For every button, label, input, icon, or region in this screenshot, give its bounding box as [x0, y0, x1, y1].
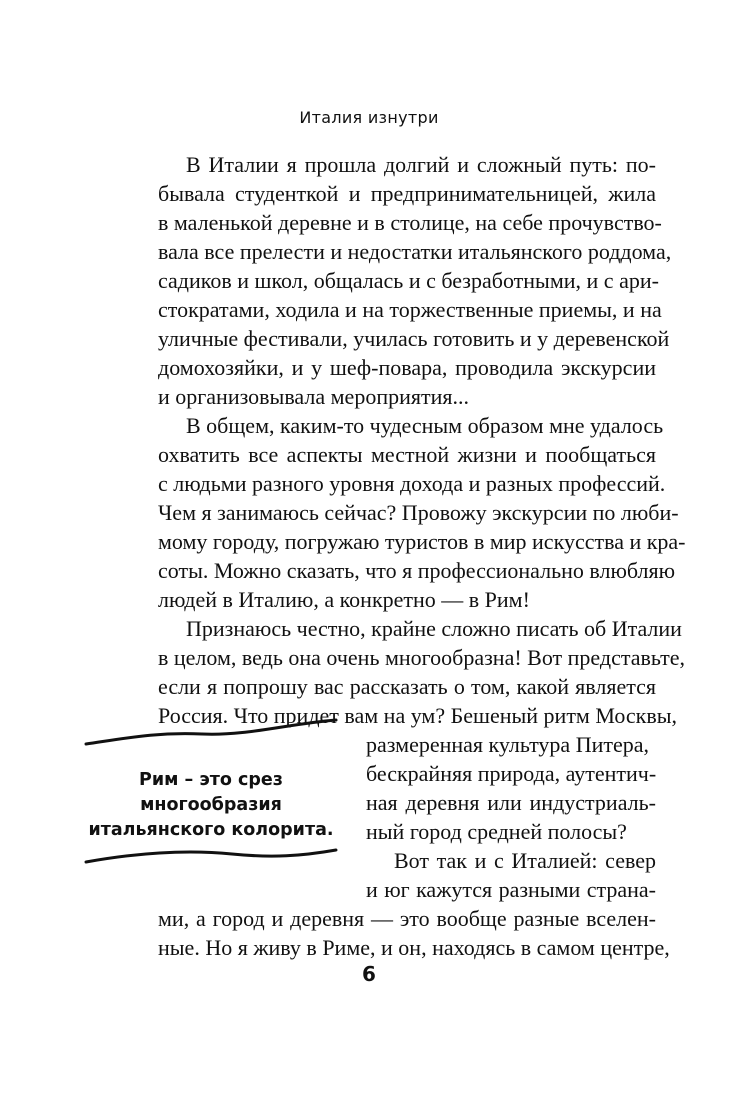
running-head: Италия изнутри: [299, 108, 439, 127]
wavy-line-top-icon: [82, 718, 340, 748]
page-number: 6: [362, 962, 376, 986]
text-line: стократами, ходила и на торжественные приемы, и на: [158, 297, 662, 322]
text-line: В Италии я прошла долгий и сложный путь: по-: [186, 152, 656, 177]
text-line: с людьми разного уровня дохода и разных профессий.: [158, 471, 666, 496]
text-line: бескрайняя природа, аутентич-: [366, 761, 657, 786]
text-line: садиков и школ, общалась и с безработными, и с ари-: [158, 268, 659, 293]
text-line: охватить все аспекты местной жизни и пообщаться: [158, 442, 656, 467]
text-line: ми, а город и деревня — это вообще разные вселен-: [158, 906, 656, 931]
pull-quote-line: Рим – это срез: [139, 770, 283, 790]
text-line: В общем, каким-то чудесным образом мне удалось: [186, 413, 664, 438]
text-line: Чем я занимаюсь сейчас? Провожу экскурсии по люби-: [158, 500, 679, 525]
text-line: уличные фестивали, училась готовить и у деревенской: [158, 326, 670, 351]
text-line: Признаюсь честно, крайне сложно писать об Италии: [186, 616, 682, 641]
wavy-line-bottom-icon: [82, 842, 340, 868]
text-line: если я попрошу вас рассказать о том, какой является: [158, 674, 656, 699]
text-line: соты. Можно сказать, что я профессионально влюбляю: [158, 558, 676, 583]
pull-quote-line: итальянского колорита.: [88, 820, 334, 840]
text-line: в маленькой деревне и в столице, на себе прочувство-: [158, 210, 662, 235]
text-line: домохозяйки, и у шеф-повара, проводила экскурсии: [158, 355, 656, 380]
text-line: людей в Италию, а конкретно — в Рим!: [158, 587, 530, 612]
text-line: и юг кажутся разными страна-: [366, 877, 656, 902]
text-line: бывала студенткой и предпринимательницей, жила: [158, 181, 656, 206]
text-line: в целом, ведь она очень многообразна! Вот представьте,: [158, 645, 685, 670]
pull-quote-text: [82, 768, 340, 843]
text-line: Вот так и с Италией: север: [394, 848, 656, 873]
text-line: ные. Но я живу в Риме, и он, находясь в самом центре,: [158, 935, 670, 960]
pull-quote: [82, 718, 340, 868]
text-line: ный город средней полосы?: [366, 819, 627, 844]
text-line: и организовывала мероприятия...: [158, 384, 469, 409]
pull-quote-line: многообразия: [140, 795, 282, 815]
text-line: вала все прелести и недостатки итальянского роддома,: [158, 239, 672, 264]
text-line: ная деревня или индустриаль-: [366, 790, 656, 815]
text-line: Россия. Что придет вам на ум? Бешеный ритм Москвы,: [158, 703, 678, 728]
text-line: мому городу, погружаю туристов в мир искусства и кра-: [158, 529, 686, 554]
text-line: размеренная культура Питера,: [366, 732, 650, 757]
